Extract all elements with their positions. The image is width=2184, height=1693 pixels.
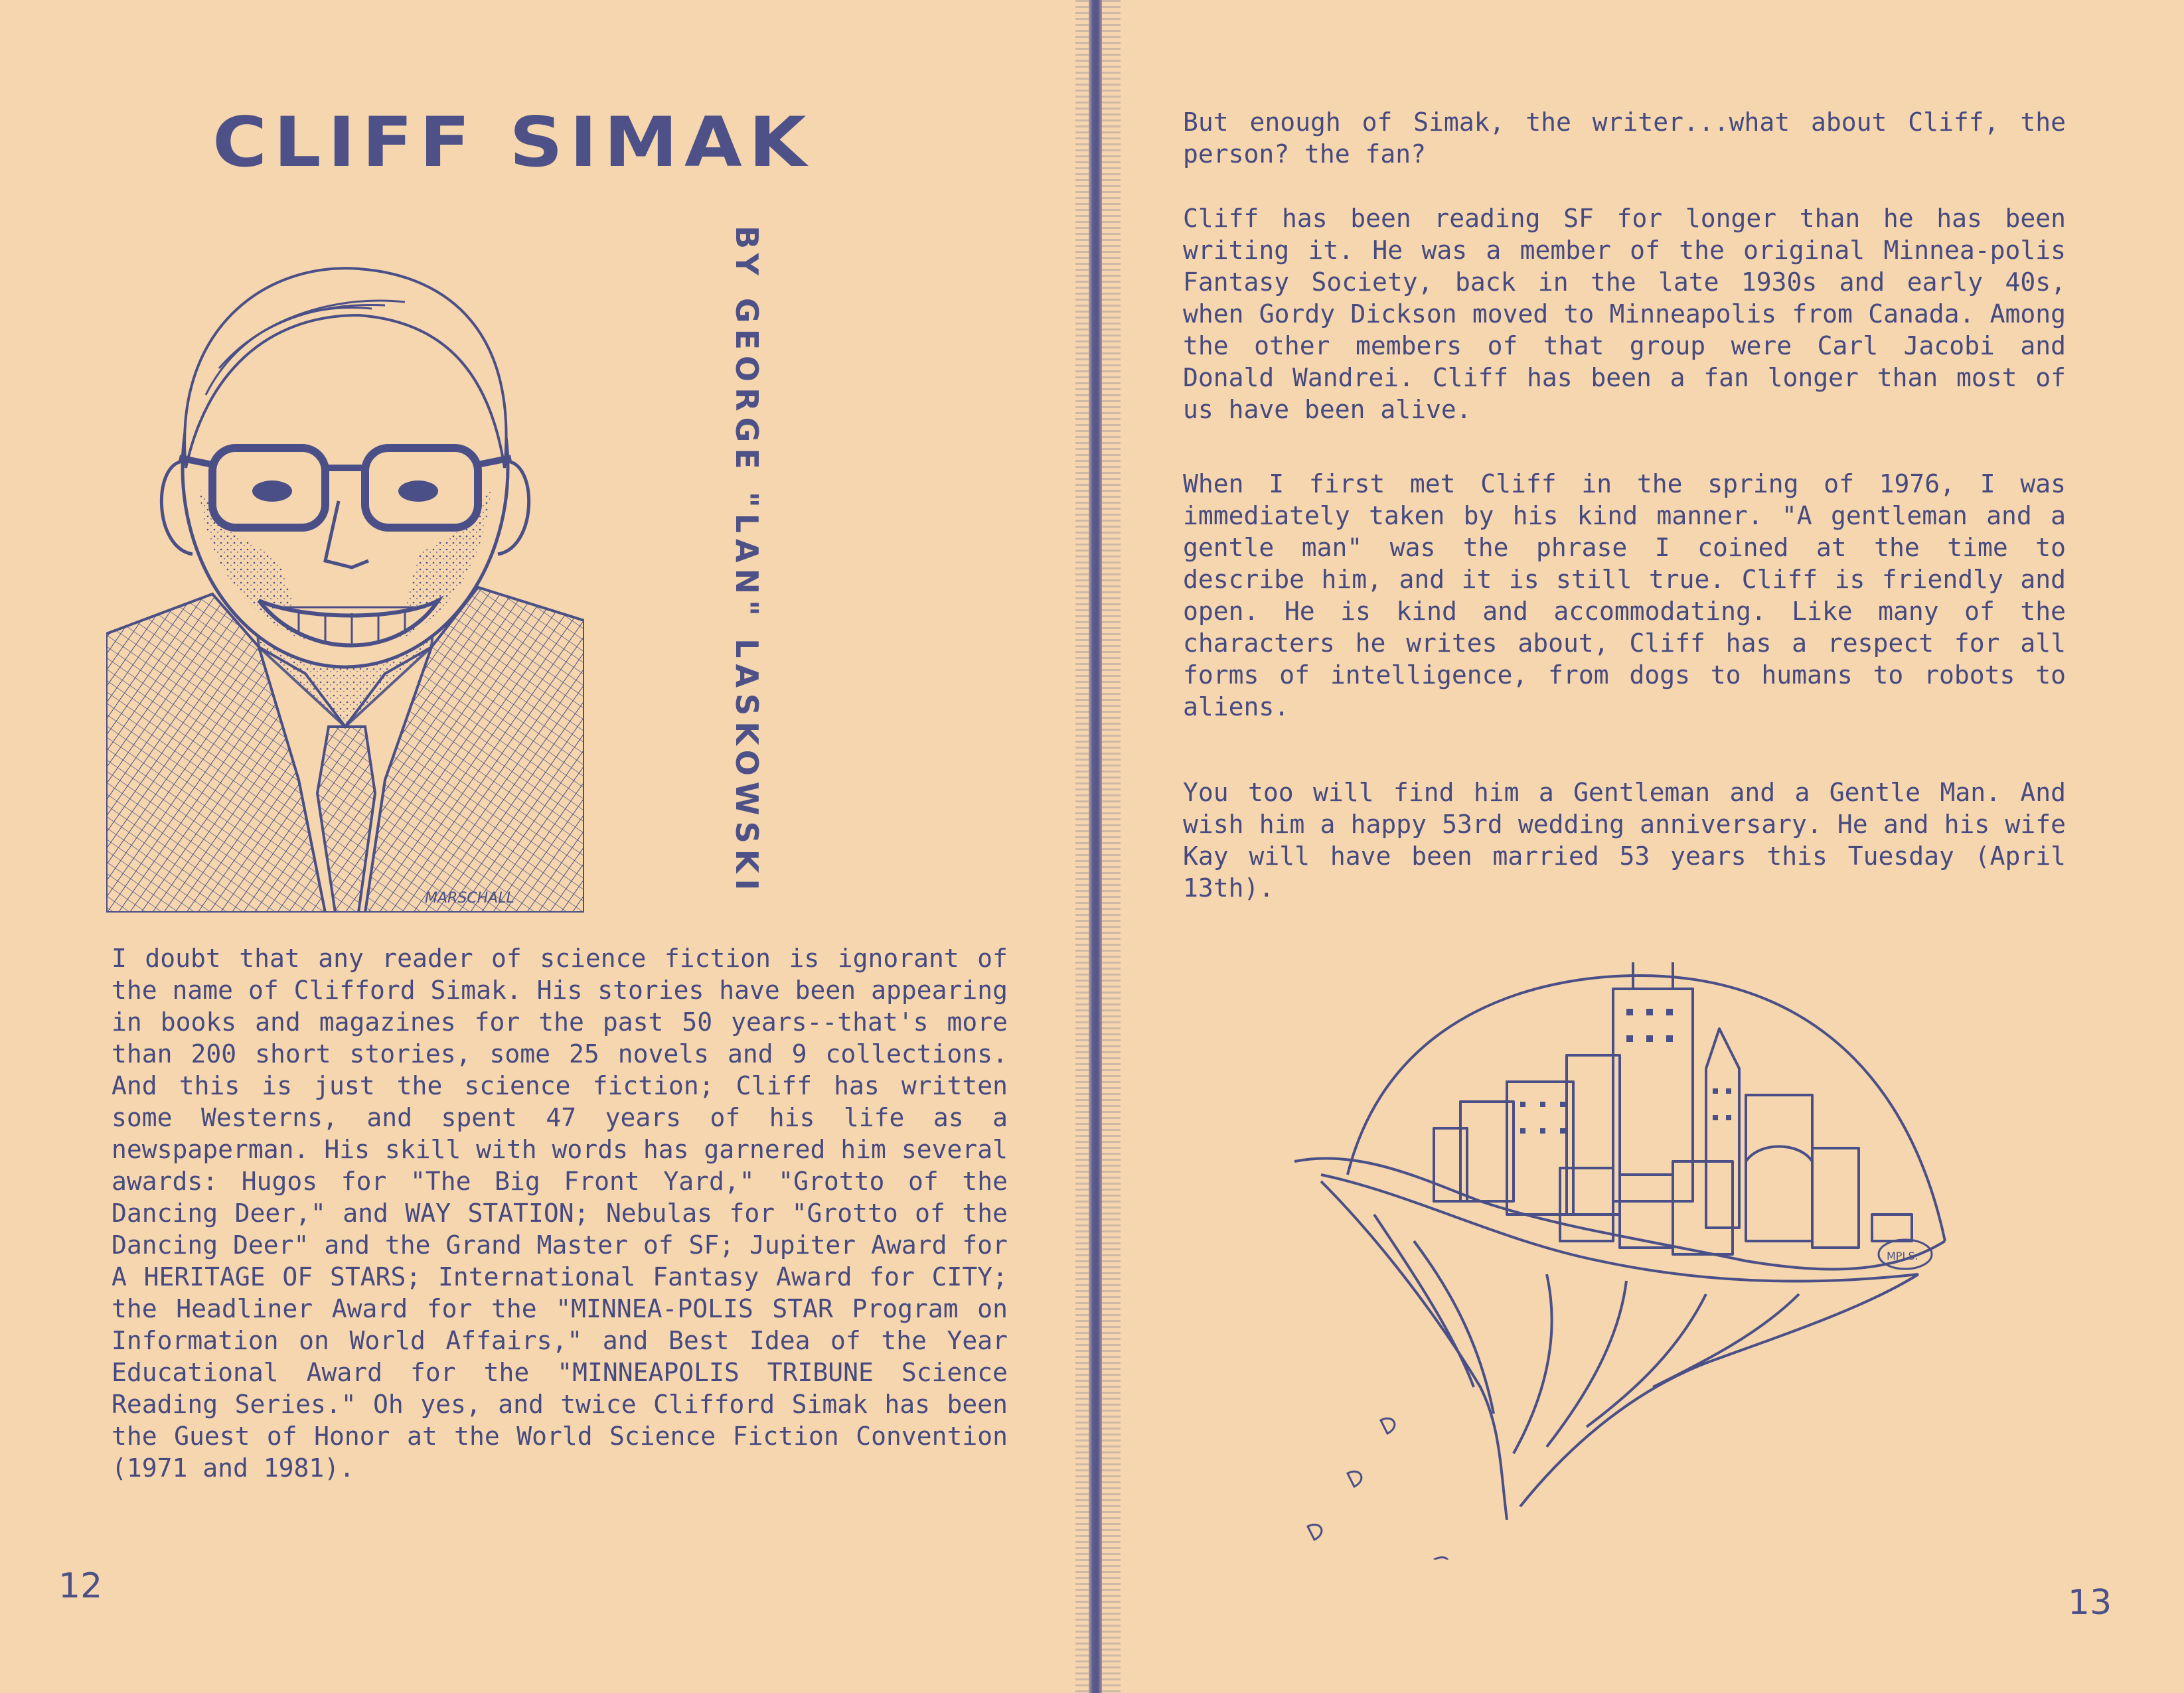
left-body-paragraph: I doubt that any reader of science fiction is ignorant of the name of Clifford Simak. His stories have been appearing in books and magazines for the past 50 years--that's more than 200 short stories, some 25 novels and 9 collections. And this is just the science fiction; Cliff has written some Westerns, and spent 47 years of his life as a newspaperman. His skill with words has garnered him several awards: Hugos for "The Big Front Yard," "Grotto of the Dancing Deer," and WAY STATION; Nebulas for "Grotto of the Dancing Deer" and the Grand Master of SF; Jupiter Award for A HERITAGE OF STARS; International Fantasy Award for CITY; the Headliner Award for the "MINNEA-POLIS STAR Program on Information on World Affairs," and Best Idea of the Year Educational Award for the "MINNEAPOLIS TRIBUNE Science Reading Series." Oh yes, and twice Clifford Simak has been the Guest of Honor at the World Science Fiction Convention (1971 and 1981). [112,944,1008,1483]
page-number-left: 12 [58,1566,103,1606]
mpls-sign: MPLS. [1887,1250,1918,1262]
portrait-drawing-icon [106,249,584,913]
page-left [0,0,1089,1693]
byline: BY GEORGE "LAN" LASKOWSKI [729,226,765,897]
svg-text:MARSCHALL: MARSCHALL [425,890,514,907]
right-paragraph-3: When I first met Cliff in the spring of 1976, I was immediately taken by his kind manner. "A gentleman and a gentle man" was the phrase I coined at the time to describe him, and it is still true. Cliff is friendly and open. He is kind and accommodating. Like many of the characters he writes about, Cliff has a respect for all forms of intelligence, from dogs to humans to robots to aliens. [1183,469,2066,721]
binding-gutter [1089,0,1102,1693]
floating-city-drawing-icon [1281,962,1991,1560]
right-paragraph-2: Cliff has been reading SF for longer than he has been writing it. He was a member of the original Minnea-polis Fantasy Society, back in the late 1930s and early 40s, when Gordy Dickson moved to Minneapolis from Canada. Among the other members of that group were Carl Jacobi and Donald Wandrei. Cliff has been a fan longer than most of us have been alive. [1183,204,2066,424]
right-paragraph-1: But enough of Simak, the writer...what about Cliff, the person? the fan? [1183,108,2066,169]
page-number-right: 13 [2068,1583,2112,1623]
article-title: CLIFF SIMAK [212,103,813,183]
right-paragraph-4: You too will find him a Gentleman and a Gentle Man. And wish him a happy 53rd wedding anniversary. He and his wife Kay will have been married 53 years this Tuesday (April 13th). [1183,778,2066,903]
